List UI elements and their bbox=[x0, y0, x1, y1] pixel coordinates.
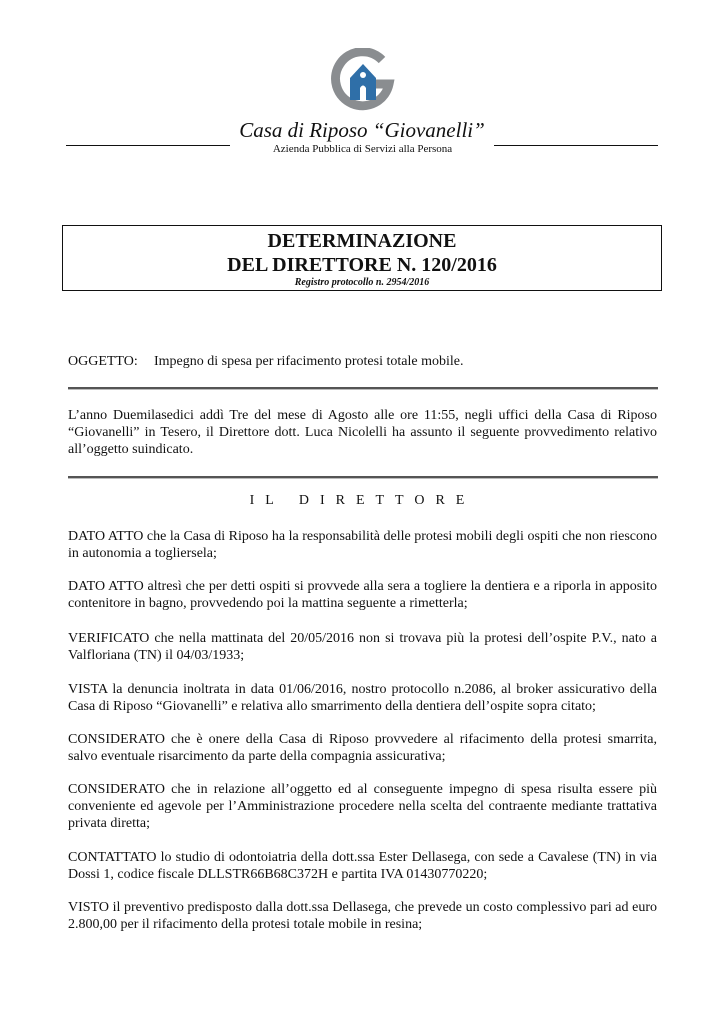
paragraph-dato-atto: DATO ATTO che la Casa di Riposo ha la responsabilità delle protesi mobili degli ospiti che non riescono in autonomia a togliersela; bbox=[68, 529, 657, 561]
casa-giovanelli-logo-icon bbox=[330, 48, 396, 114]
paragraph-contattato: CONTATTATO lo studio di odontoiatria della dott.ssa Ester Dellasega, con sede a Cavalese (TN) in via Dossi 1, codice fiscale DLLSTR66B68C372H e partita IVA 01430770220; bbox=[68, 850, 657, 882]
paragraph-considerato-2: CONSIDERATO che in relazione all’oggetto ed al conseguente impegno di spesa risulta essere più conveniente ed agevole per l’Amministrazione procedere nella scelta del contraente mediante trattativa privata diretta; bbox=[68, 782, 657, 831]
paragraph-verificato: VERIFICATO che nella mattinata del 20/05/2016 non si trovava più la protesi dell’ospite P.V., nato a Valfloriana (TN) il 04/03/1933; bbox=[68, 631, 657, 663]
intro-paragraph: L’anno Duemilasedici addì Tre del mese di Agosto alle ore 11:55, negli uffici della Casa di Riposo “Giovanelli” in Tesero, il Direttore dott. Luca Nicolelli ha assunto il seguente provvedimento relativo all’oggetto suindicato. bbox=[68, 408, 657, 457]
determinazione-number: DEL DIRETTORE N. 120/2016 bbox=[227, 254, 497, 276]
separator-middle bbox=[68, 476, 658, 479]
paragraph-dato-atto-altresi: DATO ATTO altresì che per detti ospiti si provvede alla sera a togliere la dentiera e a riporla in apposito contenitore in bagno, provvedendo poi la mattina seguente a rimetterla; bbox=[68, 579, 657, 611]
org-subtitle: Azienda Pubblica di Servizi alla Persona bbox=[272, 143, 453, 155]
paragraph-vista: VISTA la denuncia inoltrata in data 01/06/2016, nostro protocollo n.2086, al broker assicurativo della Casa di Riposo “Giovanelli” e relativa allo smarrimento della dentiera dell’ospite sopra citato; bbox=[68, 682, 657, 714]
registro-protocollo: Registro protocollo n. 2954/2016 bbox=[294, 277, 430, 288]
section-title: IL DIRETTORE bbox=[249, 493, 476, 508]
paragraph-visto: VISTO il preventivo predisposto dalla dott.ssa Dellasega, che prevede un costo complessivo pari ad euro 2.800,00 per il rifacimento della protesi totale mobile in resina; bbox=[68, 900, 657, 932]
separator-top bbox=[68, 387, 658, 390]
oggetto-line bbox=[68, 354, 463, 370]
oggetto-text: Impegno di spesa per rifacimento protesi totale mobile. bbox=[154, 354, 464, 369]
oggetto-label: OGGETTO: bbox=[68, 354, 138, 369]
org-name: Casa di Riposo “Giovanelli” bbox=[239, 118, 485, 142]
determinazione-box bbox=[62, 225, 662, 291]
paragraph-considerato-1: CONSIDERATO che è onere della Casa di Riposo provvedere al rifacimento della protesi smarrita, salvo eventuale risarcimento da parte della compagnia assicurativa; bbox=[68, 732, 657, 764]
determinazione-title: DETERMINAZIONE bbox=[267, 230, 457, 252]
